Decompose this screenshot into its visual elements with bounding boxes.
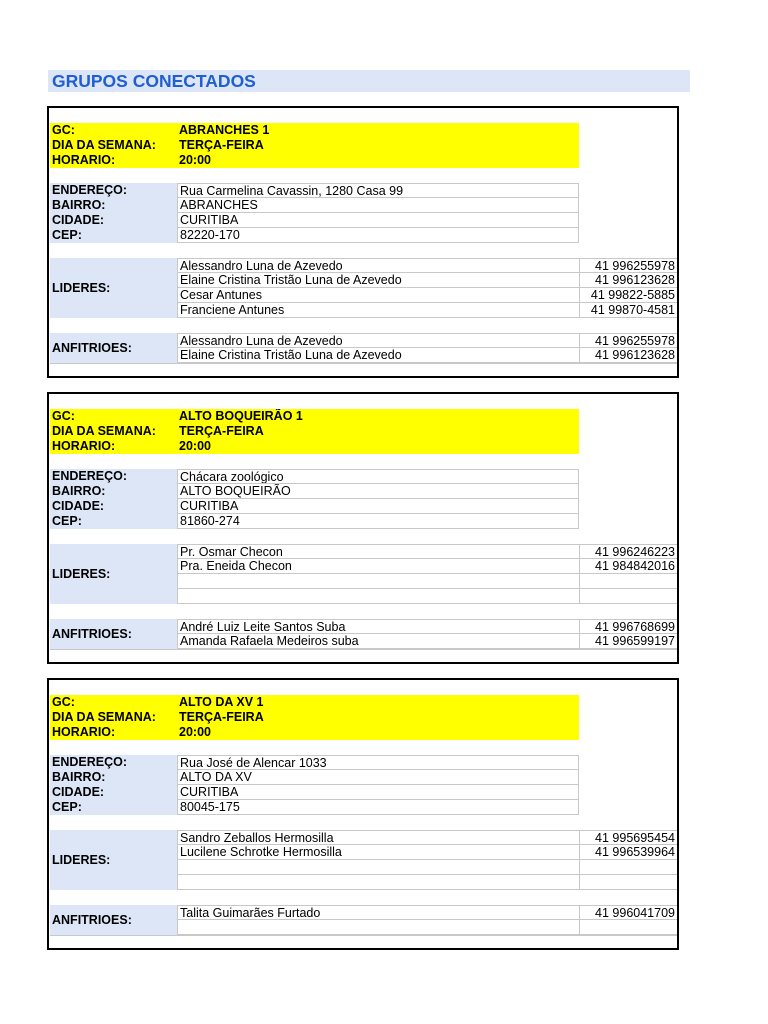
city-value: CURITIBA (177, 213, 579, 228)
neighborhood-value: ABRANCHES (177, 198, 579, 213)
address-label: ENDEREÇO: (50, 183, 177, 198)
time-label: HORARIO: (50, 725, 177, 740)
leader-name: Cesar Antunes (177, 288, 579, 303)
leaders-label-text: LIDERES: (52, 853, 111, 867)
gc-value: ABRANCHES 1 (177, 123, 579, 138)
address-value: Chácara zoológico (177, 469, 579, 484)
leader-name: Sandro Zeballos Hermosilla (177, 830, 579, 845)
weekday-value: TERÇA-FEIRA (177, 710, 579, 725)
leader-phone: 41 995695454 (579, 830, 677, 845)
weekday-value: TERÇA-FEIRA (177, 424, 579, 439)
time-value: 20:00 (177, 439, 579, 454)
leader-phone: 41 99870-4581 (579, 303, 677, 318)
neighborhood-label: BAIRRO: (50, 484, 177, 499)
host-name: Amanda Rafaela Medeiros suba (177, 634, 579, 649)
leader-name: Pra. Eneida Checon (177, 559, 579, 574)
leader-name (177, 574, 579, 589)
hosts-label (50, 905, 177, 935)
time-label: HORARIO: (50, 153, 177, 168)
city-label: CIDADE: (50, 213, 177, 228)
leader-name: Elaine Cristina Tristão Luna de Azevedo (177, 273, 579, 288)
host-phone: 41 996768699 (579, 619, 677, 634)
host-name: André Luiz Leite Santos Suba (177, 619, 579, 634)
weekday-label: DIA DA SEMANA: (50, 424, 177, 439)
host-phone: 41 996255978 (579, 333, 677, 348)
leader-phone (579, 860, 677, 875)
hosts-label-text: ANFITRIOES: (52, 341, 132, 355)
host-name (177, 920, 579, 935)
leader-phone (579, 574, 677, 589)
address-value: Rua José de Alencar 1033 (177, 755, 579, 770)
host-phone (579, 920, 677, 935)
group-card (47, 106, 679, 378)
leader-phone: 41 99822-5885 (579, 288, 677, 303)
leader-phone: 41 996539964 (579, 845, 677, 860)
neighborhood-value: ALTO DA XV (177, 770, 579, 785)
leader-name: Pr. Osmar Checon (177, 544, 579, 559)
host-phone: 41 996599197 (579, 634, 677, 649)
gc-value: ALTO DA XV 1 (177, 695, 579, 710)
gc-label: GC: (50, 409, 177, 424)
zip-label: CEP: (50, 228, 177, 243)
leader-name (177, 589, 579, 604)
page-title: GRUPOS CONECTADOS (48, 70, 690, 92)
time-value: 20:00 (177, 153, 579, 168)
zip-value: 80045-175 (177, 800, 579, 815)
gc-label: GC: (50, 695, 177, 710)
hosts-label-text: ANFITRIOES: (52, 913, 132, 927)
host-name: Talita Guimarães Furtado (177, 905, 579, 920)
city-label: CIDADE: (50, 499, 177, 514)
leader-phone: 41 996246223 (579, 544, 677, 559)
city-value: CURITIBA (177, 785, 579, 800)
leaders-label (50, 258, 177, 318)
group-card (47, 392, 679, 664)
time-label: HORARIO: (50, 439, 177, 454)
leader-name: Alessandro Luna de Azevedo (177, 258, 579, 273)
hosts-label (50, 619, 177, 649)
neighborhood-value: ALTO BOQUEIRÃO (177, 484, 579, 499)
leader-name: Franciene Antunes (177, 303, 579, 318)
leader-phone: 41 996255978 (579, 258, 677, 273)
weekday-label: DIA DA SEMANA: (50, 710, 177, 725)
zip-label: CEP: (50, 514, 177, 529)
time-value: 20:00 (177, 725, 579, 740)
hosts-label-text: ANFITRIOES: (52, 627, 132, 641)
leader-name (177, 875, 579, 890)
leaders-label-text: LIDERES: (52, 281, 111, 295)
leaders-label (50, 544, 177, 604)
city-value: CURITIBA (177, 499, 579, 514)
leader-name (177, 860, 579, 875)
leader-name: Lucilene Schrotke Hermosilla (177, 845, 579, 860)
leaders-label-text: LIDERES: (52, 567, 111, 581)
weekday-label: DIA DA SEMANA: (50, 138, 177, 153)
address-label: ENDEREÇO: (50, 755, 177, 770)
leader-phone: 41 996123628 (579, 273, 677, 288)
address-value: Rua Carmelina Cavassin, 1280 Casa 99 (177, 183, 579, 198)
neighborhood-label: BAIRRO: (50, 770, 177, 785)
leader-phone: 41 984842016 (579, 559, 677, 574)
zip-value: 81860-274 (177, 514, 579, 529)
hosts-label (50, 333, 177, 363)
card-divider (50, 649, 677, 650)
host-phone: 41 996123628 (579, 348, 677, 363)
card-divider (50, 935, 677, 936)
zip-label: CEP: (50, 800, 177, 815)
city-label: CIDADE: (50, 785, 177, 800)
address-label: ENDEREÇO: (50, 469, 177, 484)
gc-value: ALTO BOQUEIRÃO 1 (177, 409, 579, 424)
host-name: Alessandro Luna de Azevedo (177, 333, 579, 348)
weekday-value: TERÇA-FEIRA (177, 138, 579, 153)
leader-phone (579, 875, 677, 890)
host-phone: 41 996041709 (579, 905, 677, 920)
neighborhood-label: BAIRRO: (50, 198, 177, 213)
leader-phone (579, 589, 677, 604)
host-name: Elaine Cristina Tristão Luna de Azevedo (177, 348, 579, 363)
zip-value: 82220-170 (177, 228, 579, 243)
group-card (47, 678, 679, 950)
leaders-label (50, 830, 177, 890)
card-divider (50, 363, 677, 364)
gc-label: GC: (50, 123, 177, 138)
